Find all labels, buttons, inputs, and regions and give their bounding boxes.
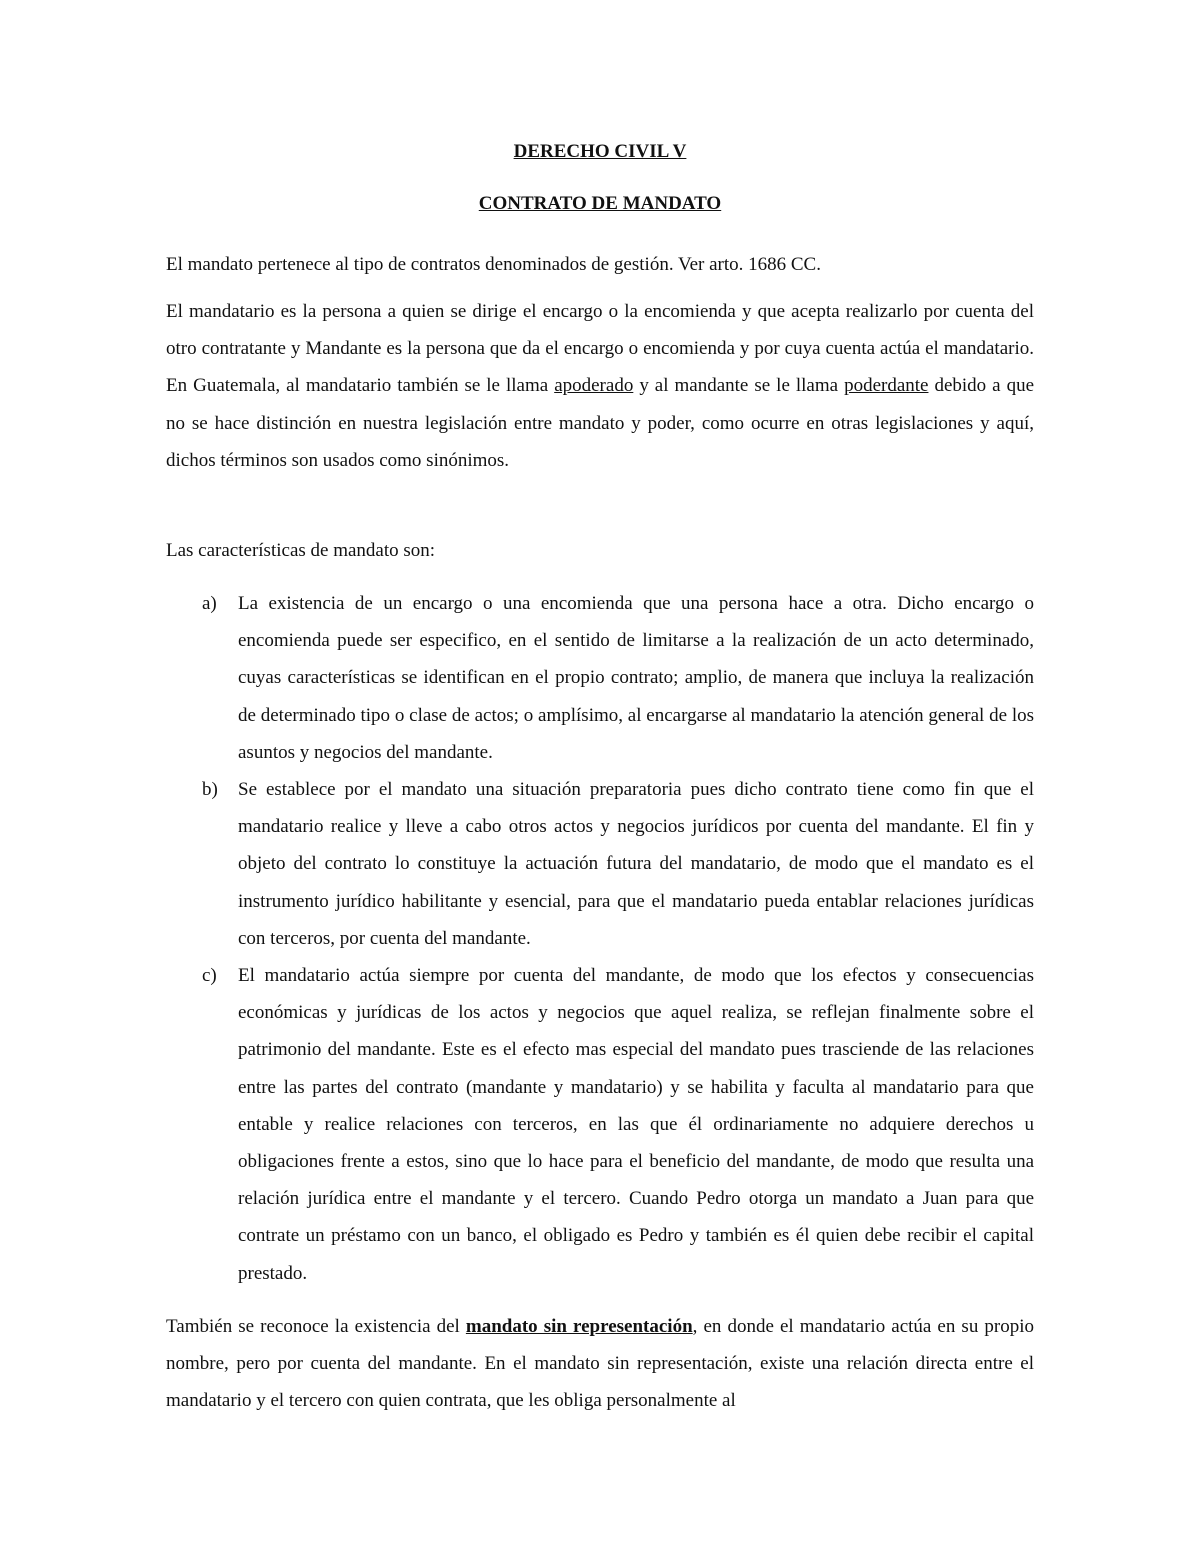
paragraph-definition-text: y al mandante se le llama xyxy=(633,375,845,397)
list-marker: c) xyxy=(202,965,217,987)
list-item xyxy=(166,771,1034,957)
list-item xyxy=(166,585,1034,771)
list-marker: a) xyxy=(202,593,217,614)
paragraph-mandato-sin-representacion xyxy=(166,1308,1034,1420)
list-item-text: Se establece por el mandato una situación preparatoria pues dicho contrato tiene como fin que el mandatario realice y lleve a cabo otros actos y negocios jurídicos por cuenta del mandante. El fin y objeto del contrato lo constituye la actuación futura del mandatario, de modo que el mandato es el instrumento jurídico habilitante y esencial, para que el mandatario pueda entablar relaciones jurídicas con terceros, por cuenta del mandante. xyxy=(238,779,1034,949)
paragraph-text: , en donde el mandatario actúa en su propio nombre, pero por cuenta del mandante. En el mandato sin representación, existe una relación directa entre el mandatario y el tercero con quien contrata, que les obliga personalmente al xyxy=(166,1316,1034,1412)
characteristics-list xyxy=(166,585,1034,1292)
document-subtitle: CONTRATO DE MANDATO xyxy=(478,193,722,214)
paragraph-definition xyxy=(166,293,1034,479)
list-item-text: La existencia de un encargo o una encomienda que una persona hace a otra. Dicho encargo o encomienda puede ser especifico, en el sentido de limitarse a la realización de un acto determinado, cuyas características se identifican en el propio contrato; amplio, de manera que incluya la realización de determinado tipo o clase de actos; o amplísimo, al encargarse al mandatario la atención general de los asuntos y negocios del mandante. xyxy=(238,593,1034,763)
paragraph-characteristics-heading: Las características de mandato son: xyxy=(166,540,436,561)
list-marker: b) xyxy=(202,779,218,801)
list-item xyxy=(166,957,1034,1292)
document-title: DERECHO CIVIL V xyxy=(513,141,687,162)
term-poderdante: poderdante xyxy=(844,375,929,397)
term-mandato-sin-representacion: mandato sin representación xyxy=(465,1316,693,1337)
paragraph-text: También se reconoce la existencia del xyxy=(166,1316,466,1337)
paragraph-definition-text: debido a que no se hace distinción en nuestra legislación entre mandato y poder, como ocurre en otras legislaciones y aquí, dichos términos son usados como sinónimos. xyxy=(166,375,1035,471)
list-item-text: El mandatario actúa siempre por cuenta del mandante, de modo que los efectos y consecuencias económicas y jurídicas de los actos y negocios que aquel realiza, se reflejan finalmente sobre el patrimonio del mandante. Este es el efecto mas especial del mandato pues trasciende de las relaciones entre las partes del contrato (mandante y mandatario) y se habilita y faculta al mandatario para que entable y realice relaciones con terceros, en las que él ordinariamente no adquiere derechos u obligaciones frente a estos, sino que lo hace para el beneficio del mandante, de modo que resulta una relación jurídica entre el mandante y el tercero. Cuando Pedro otorga un mandato a Juan para que contrate un préstamo con un banco, el obligado es Pedro y también es él quien debe recibir el capital prestado. xyxy=(238,965,1034,1284)
term-apoderado: apoderado xyxy=(554,375,634,397)
paragraph-definition-text: El mandatario es la persona a quien se dirige el encargo o la encomienda y que acepta realizarlo por cuenta del otro contratante y Mandante es la persona que da el encargo o encomienda y por cuya cuenta actúa el mandatario. En Guatemala, al mandatario también se le llama xyxy=(166,301,1034,397)
paragraph-intro: El mandato pertenece al tipo de contratos denominados de gestión. Ver arto. 1686 CC. xyxy=(166,254,821,275)
